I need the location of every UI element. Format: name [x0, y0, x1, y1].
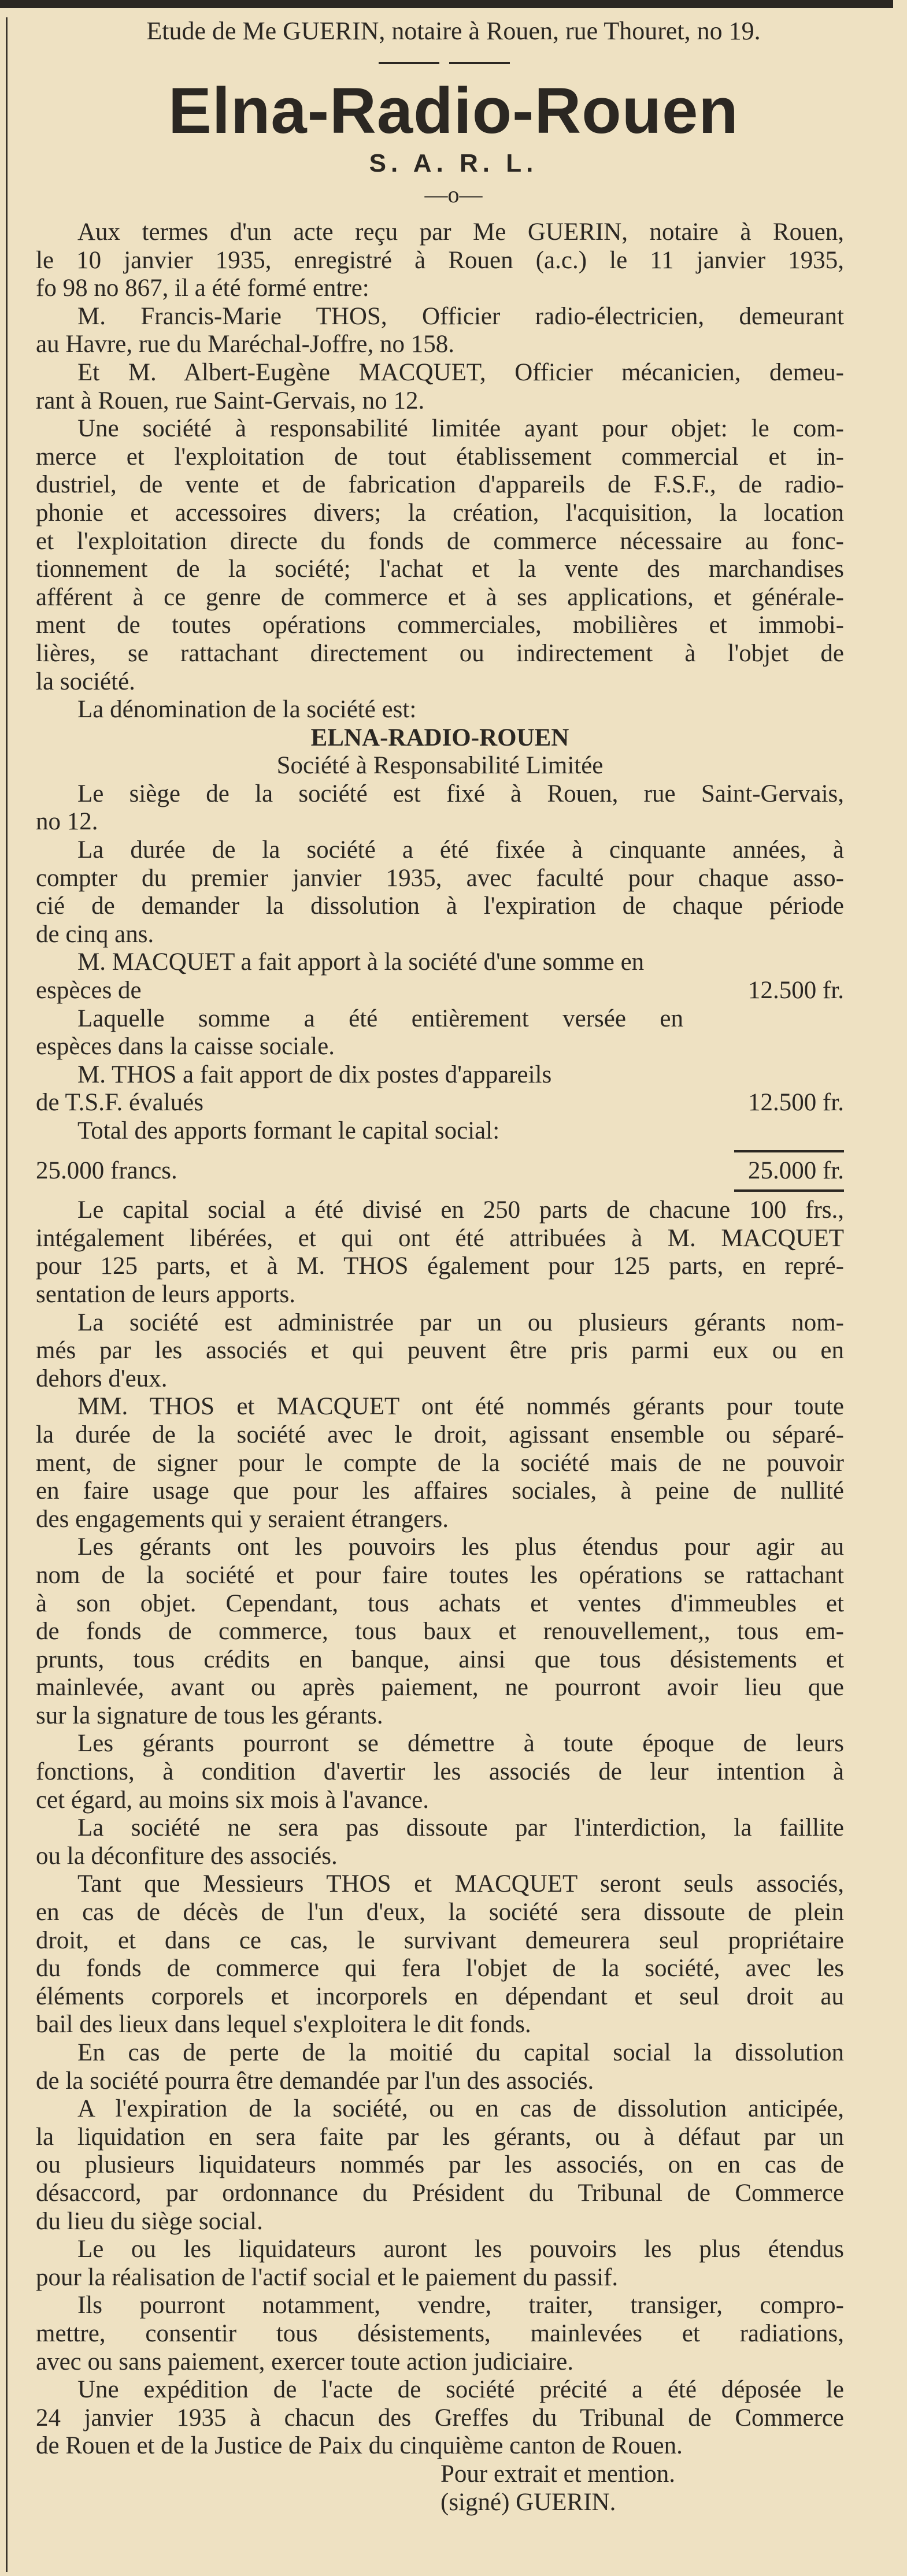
- text-line: ment de toutes opérations commerciales, mobilières et immobi-: [36, 611, 844, 639]
- text-line: au Havre, rue du Maréchal-Joffre, no 158.: [36, 331, 454, 358]
- text-line: bail des lieux dans lequel s'exploitera le dit fonds.: [36, 2011, 531, 2038]
- text-line: pour 125 parts, et à M. THOS également pour 125 parts, en repré-: [36, 1252, 844, 1280]
- text-line: La dénomination de la société est:: [77, 696, 417, 724]
- text-line: la liquidation en sera faite par les gérants, ou à défaut par un: [36, 2123, 844, 2151]
- text-line: phonie et accessoires divers; la création, l'acquisition, la location: [36, 499, 844, 527]
- text-line: lières, se rattachant directement ou indirectement à l'objet de: [36, 639, 844, 667]
- text-line: nom de la société et pour faire toutes les opérations se rattachant: [36, 1561, 844, 1589]
- text-line: éléments corporels et incorporels en dépendant et seul droit au: [36, 1982, 844, 2010]
- text-line: avec ou sans paiement, exercer toute action judiciaire.: [36, 2348, 574, 2375]
- text-line: afférent à ce genre de commerce et à ses applications, et générale-: [36, 583, 844, 611]
- text-line: Les gérants pourront se démettre à toute époque de leurs: [77, 1730, 844, 1758]
- text-line: mettre, consentir tous désistements, mainlevées et radiations,: [36, 2319, 844, 2347]
- total-rule: [734, 1189, 844, 1192]
- text-line: désaccord, par ordonnance du Président du Tribunal de Commerce: [36, 2179, 844, 2207]
- text-line: A l'expiration de la société, ou en cas de dissolution anticipée,: [77, 2095, 844, 2123]
- paragraph: [36, 2460, 844, 2516]
- paragraph: [36, 2376, 844, 2460]
- text-line: droit, et dans ce cas, le survivant demeurera seul propriétaire: [36, 1926, 844, 1954]
- company-form: S. A. R. L.: [369, 149, 538, 177]
- text-line: intégalement libérées, et qui ont été attribuées à M. MACQUET: [36, 1224, 844, 1252]
- text-line: pour la réalisation de l'actif social et le paiement du passif.: [36, 2263, 619, 2291]
- text-line: Total des apports formant le capital social:: [77, 1117, 500, 1144]
- paragraph: [36, 977, 844, 1005]
- amount-value: 12.500 fr.: [747, 1089, 844, 1117]
- paragraph: [36, 1157, 844, 1185]
- paragraph: [36, 752, 844, 780]
- ornament-divider: [379, 59, 512, 67]
- paragraph: [36, 696, 844, 724]
- text-line: des engagements qui y seraient étrangers.: [36, 1505, 449, 1533]
- text-line: 24 janvier 1935 à chacun des Greffes du Tribunal de Commerce: [36, 2404, 844, 2432]
- company-title: Elna-Radio-Rouen: [168, 75, 739, 147]
- text-line: ou la déconfiture des associés.: [36, 1842, 338, 1870]
- text-line: M. Francis-Marie THOS, Officier radio-électricien, demeurant: [77, 302, 844, 330]
- amount-label: de T.S.F. évalués: [36, 1089, 203, 1117]
- text-line: dustriel, de vente et de fabrication d'appareils de F.S.F., de radio-: [36, 471, 844, 499]
- text-line: et l'exploitation directe du fonds de commerce nécessaire au fonc-: [36, 527, 844, 555]
- text-line: cet égard, au moins six mois à l'avance.: [36, 1786, 430, 1814]
- paragraph: [36, 2236, 844, 2292]
- text-line: Pour extrait et mention.: [440, 2460, 676, 2488]
- amount-label: espèces de: [36, 977, 142, 1005]
- text-line: ment, de signer pour le compte de la société mais de ne pouvoir: [36, 1449, 844, 1477]
- paragraph: [36, 1061, 683, 1089]
- paragraph: [36, 2292, 844, 2376]
- text-line: espèces dans la caisse sociale.: [36, 1033, 335, 1061]
- text-line: rant à Rouen, rue Saint-Gervais, no 12.: [36, 387, 425, 414]
- notary-header: Etude de Me GUERIN, notaire à Rouen, rue Thouret, no 19.: [146, 17, 761, 45]
- text-line: Tant que Messieurs THOS et MACQUET seront seuls associés,: [77, 1870, 844, 1898]
- text-line: fonctions, à condition d'avertir les associés de leur intention à: [36, 1758, 844, 1786]
- text-line: (signé) GUERIN.: [440, 2488, 616, 2516]
- text-line: sur la signature de tous les gérants.: [36, 1702, 383, 1729]
- text-line: sentation de leurs apports.: [36, 1280, 296, 1308]
- column-rule: [6, 17, 8, 2572]
- text-line: de la société pourra être demandée par l'un des associés.: [36, 2067, 594, 2095]
- text-line: le 10 janvier 1935, enregistré à Rouen (a.c.) le 11 janvier 1935,: [36, 246, 844, 274]
- paragraph: [36, 780, 844, 836]
- text-line: du lieu du siège social.: [36, 2207, 263, 2235]
- text-line: Le ou les liquidateurs auront les pouvoirs les plus étendus: [77, 2236, 844, 2263]
- paragraph: [36, 724, 844, 753]
- text-line: Les gérants ont les pouvoirs les plus étendus pour agir au: [77, 1533, 844, 1561]
- text-line: la durée de la société avec le droit, agissant ensemble ou séparé-: [36, 1421, 844, 1448]
- text-line: du fonds de commerce qui fera l'objet de la société, avec les: [36, 1955, 844, 1982]
- text-line: Laquelle somme a été entièrement versée en: [77, 1005, 683, 1032]
- text-line: ELNA-RADIO-ROUEN: [310, 724, 569, 751]
- text-line: tionnement de la société; l'achat et la vente des marchandises: [36, 555, 844, 583]
- text-line: de fonds de commerce, tous baux et renouvellement,, tous em-: [36, 1618, 844, 1645]
- paragraph: [36, 1089, 844, 1117]
- text-line: de Rouen et de la Justice de Paix du cinquième canton de Rouen.: [36, 2432, 683, 2460]
- text-line: La durée de la société a été fixée à cinquante années, à: [77, 836, 844, 864]
- total-rule: [734, 1150, 844, 1152]
- text-line: més par les associés et qui peuvent être pris parmi eux ou en: [36, 1337, 844, 1365]
- paragraph: [36, 2039, 844, 2095]
- paragraph: [36, 1005, 683, 1061]
- text-line: ou plusieurs liquidateurs nommés par les associés, on en cas de: [36, 2151, 844, 2179]
- text-line: M. MACQUET a fait apport à la société d'une somme en: [77, 948, 645, 976]
- amount-value: 25.000 fr.: [747, 1157, 844, 1184]
- paragraph: [36, 1393, 844, 1533]
- text-line: Une expédition de l'acte de société précité a été déposée le: [77, 2376, 844, 2404]
- top-border-rule: [0, 0, 893, 8]
- paragraph: [36, 1870, 844, 2039]
- text-line: no 12.: [36, 808, 98, 836]
- text-line: à son objet. Cependant, tous achats et ventes d'immeubles et: [36, 1589, 844, 1617]
- paragraph: [36, 836, 844, 948]
- amount-value: 12.500 fr.: [747, 977, 844, 1005]
- text-line: prunts, tous crédits en banque, ainsi que tous désistements et: [36, 1645, 844, 1673]
- text-line: en cas de décès de l'un d'eux, la société sera dissoute de plein: [36, 1899, 844, 1926]
- text-line: compter du premier janvier 1935, avec faculté pour chaque asso-: [36, 864, 844, 892]
- paragraph: [36, 1117, 683, 1146]
- paragraph: [36, 359, 844, 415]
- paragraph: [36, 1730, 844, 1814]
- paragraph: [36, 1196, 844, 1309]
- text-line: Société à Responsabilité Limitée: [276, 752, 604, 780]
- text-line: Le siège de la société est fixé à Rouen, rue Saint-Gervais,: [77, 780, 844, 807]
- text-line: Ils pourront notamment, vendre, traiter, transiger, compro-: [77, 2292, 844, 2319]
- paragraph: [36, 303, 844, 359]
- text-line: MM. THOS et MACQUET ont été nommés gérants pour toute: [77, 1393, 844, 1421]
- text-line: en faire usage que pour les affaires sociales, à peine de nullité: [36, 1477, 844, 1505]
- text-line: de cinq ans.: [36, 920, 154, 948]
- paragraph: [36, 948, 844, 977]
- text-line: cié de demander la dissolution à l'expiration de chaque période: [36, 892, 844, 920]
- paragraph: [36, 1309, 844, 1393]
- text-line: dehors d'eux.: [36, 1365, 168, 1392]
- paragraph: [36, 2095, 844, 2236]
- text-line: En cas de perte de la moitié du capital social la dissolution: [77, 2039, 844, 2066]
- paragraph: [36, 1814, 844, 1870]
- paragraph: [36, 1533, 844, 1730]
- text-line: La société est administrée par un ou plusieurs gérants nom-: [77, 1309, 844, 1336]
- text-line: merce et l'exploitation de tout établissement commercial et in-: [36, 443, 844, 470]
- text-line: M. THOS a fait apport de dix postes d'appareils: [77, 1061, 552, 1088]
- paragraph: [36, 415, 844, 696]
- text-line: fo 98 no 867, il a été formé entre:: [36, 275, 369, 302]
- text-line: Une société à responsabilité limitée ayant pour objet: le com-: [77, 415, 844, 443]
- paragraph: [36, 218, 844, 303]
- text-line: Aux termes d'un acte reçu par Me GUERIN, notaire à Rouen,: [77, 218, 844, 246]
- text-line: la société.: [36, 668, 135, 695]
- text-line: Le capital social a été divisé en 250 parts de chacune 100 frs.,: [77, 1196, 844, 1224]
- notice-body: [36, 218, 844, 2516]
- text-line: Et M. Albert-Eugène MACQUET, Officier mécanicien, demeu-: [77, 358, 844, 386]
- text-line: mainlevée, avant ou après paiement, ne pourront avoir lieu que: [36, 1674, 844, 1702]
- section-separator: —o—: [424, 181, 483, 207]
- text-line: La société ne sera pas dissoute par l'interdiction, la faillite: [77, 1814, 844, 1842]
- amount-label: 25.000 francs.: [36, 1157, 177, 1184]
